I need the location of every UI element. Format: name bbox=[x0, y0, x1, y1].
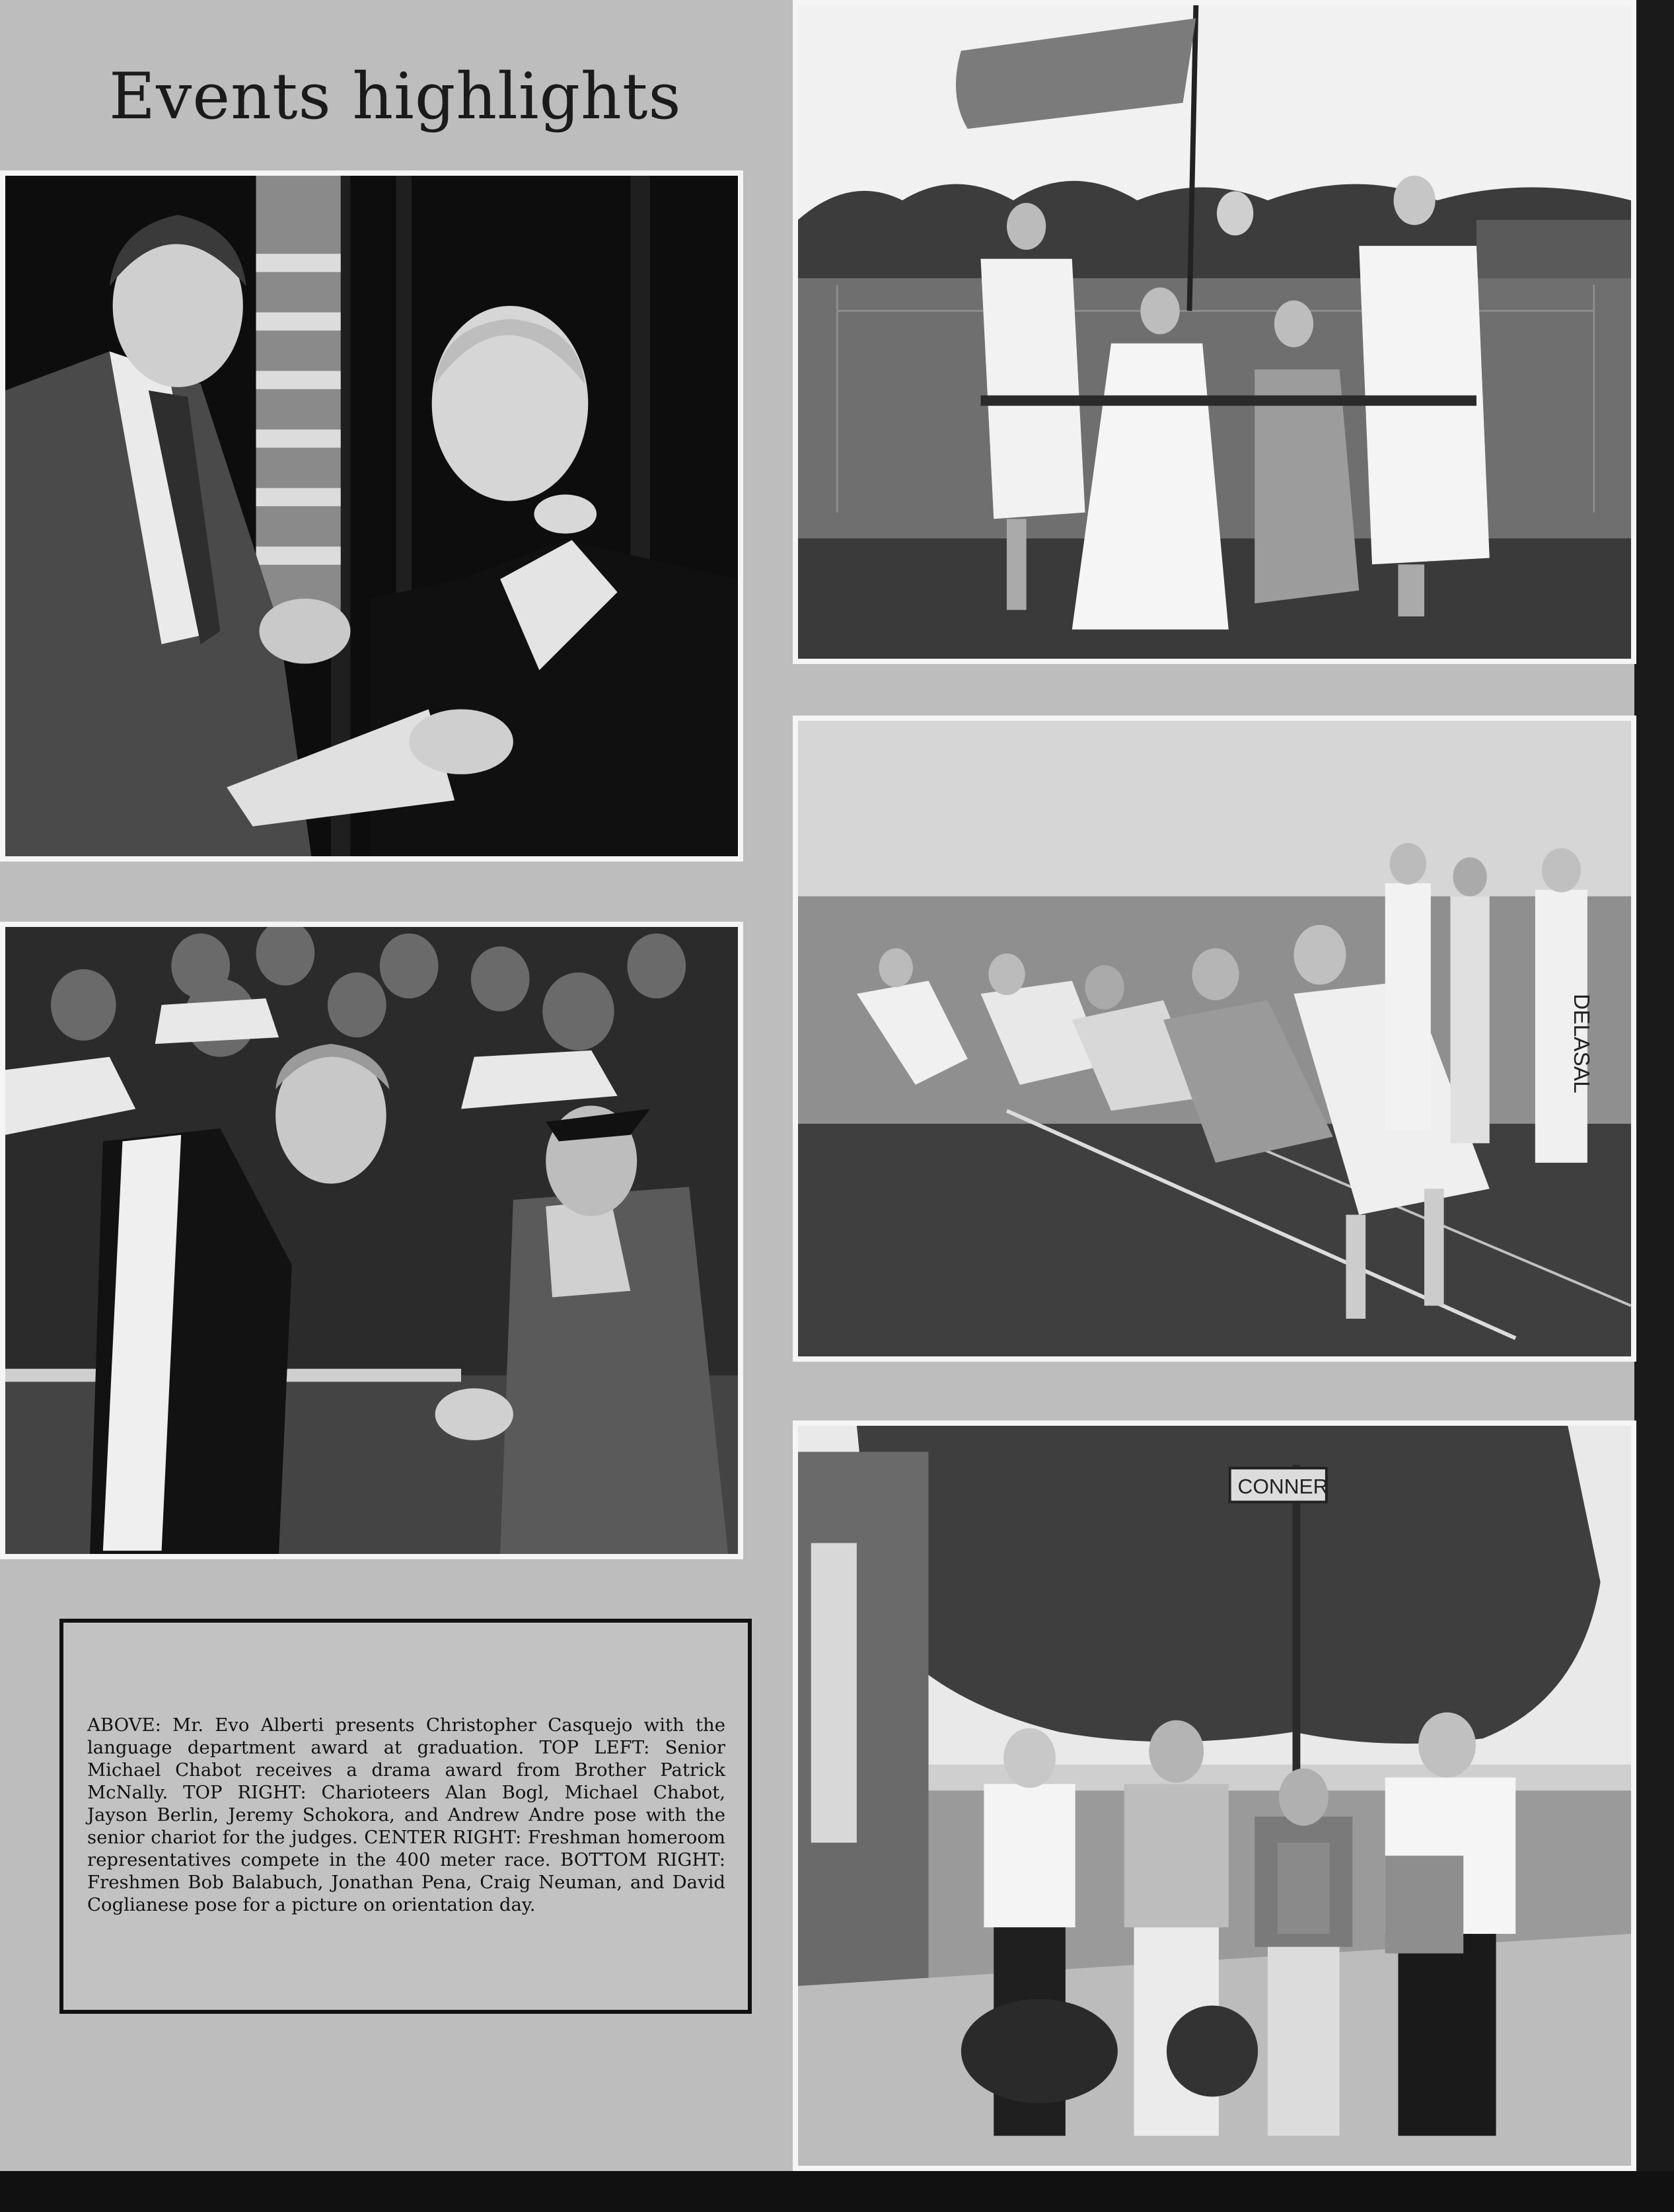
photo-graduation bbox=[0, 922, 743, 1559]
photo-chariot bbox=[793, 0, 1636, 664]
street-sign-text: CONNER bbox=[1237, 1474, 1328, 1498]
caption-box bbox=[59, 1619, 752, 2014]
shirt-lettering: DELASAL bbox=[1569, 994, 1594, 1093]
caption-text: ABOVE: Mr. Evo Alberti presents Christopher Casquejo with the language department award at graduation. TOP LEFT: Senior Michael Chabot receives a drama award from Brother Patrick McNally. TOP RIGHT: Charioteers Alan Bogl, Michael Chabot, Jayson Berlin, Jeremy Schokora, and Andrew Andre pose with the senior chariot for the judges. CENTER RIGHT: Freshman homeroom representatives compete in the 400 meter race. BOTTOM RIGHT: Freshmen Bob Balabuch, Jonathan Pena, Craig Neuman, and David Coglianese pose for a picture on orientation day. bbox=[87, 1714, 725, 1915]
photo-drama-award bbox=[0, 170, 743, 862]
page-edge-bottom bbox=[0, 2171, 1674, 2212]
photo-orientation-day bbox=[793, 1420, 1636, 2171]
page-title: Events highlights bbox=[109, 59, 682, 133]
page-edge-right bbox=[1634, 0, 1674, 2212]
photo-400-meter-race bbox=[793, 716, 1636, 1362]
